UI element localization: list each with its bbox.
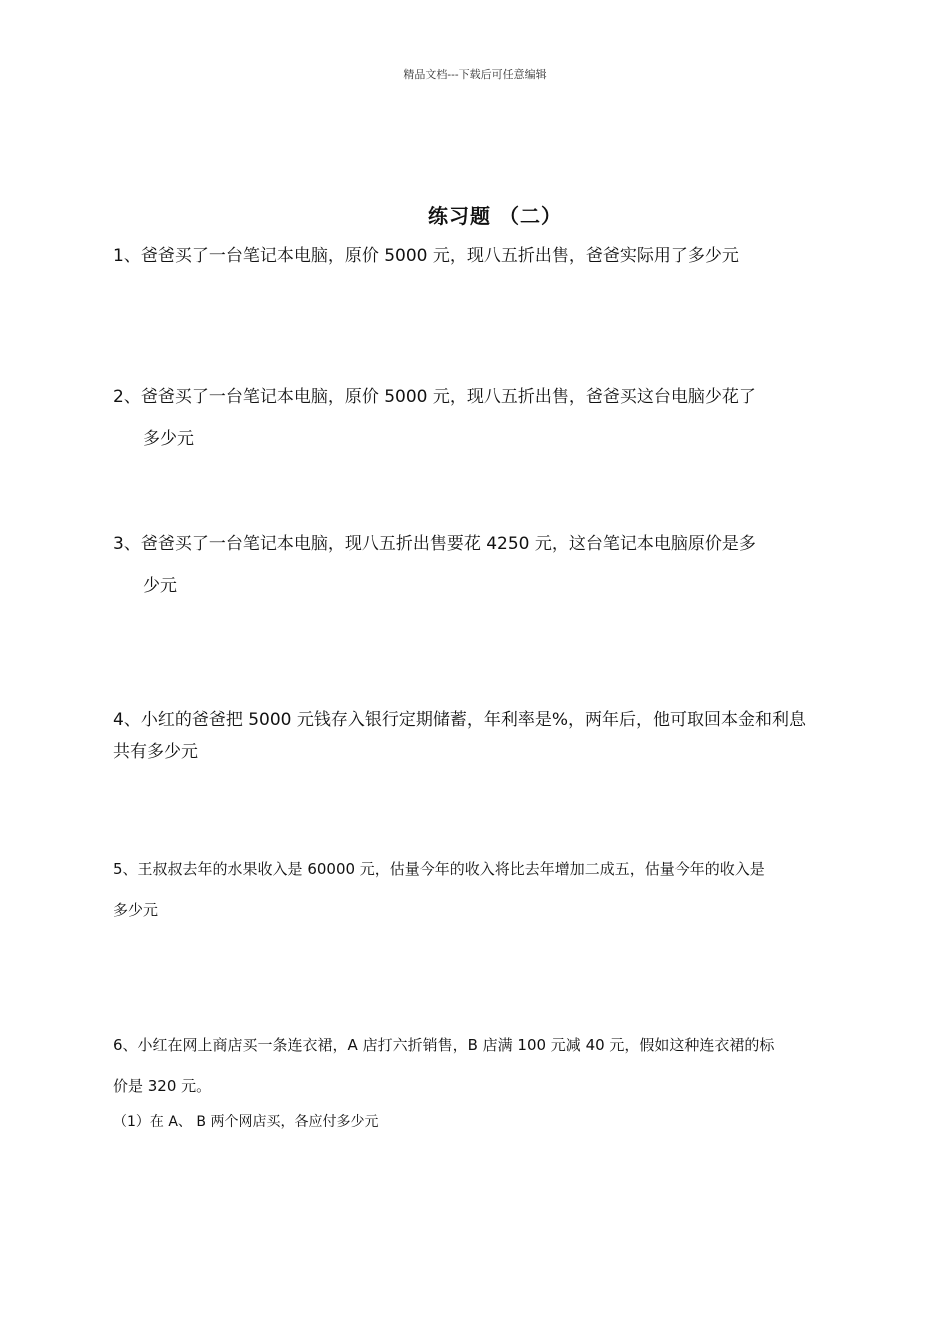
- question-6-line-1: 6、小红在网上商店买一条连衣裙，A 店打六折销售，B 店满 100 元减 40 元，假如这种连衣裙的标: [113, 1036, 775, 1054]
- question-1-line-1: 1、爸爸买了一台笔记本电脑，原价 5000 元，现八五折出售，爸爸实际用了多少元: [113, 246, 739, 266]
- question-4-line-1: 4、小红的爸爸把 5000 元钱存入银行定期储蓄，年利率是%，两年后，他可取回本金和利息: [113, 710, 807, 730]
- question-5-line-1: 5、王叔叔去年的水果收入是 60000 元，估量今年的收入将比去年增加二成五，估量今年的收入是: [113, 860, 765, 878]
- page-header: 精品文档---下载后可任意编辑: [403, 68, 547, 81]
- question-5-line-2: 多少元: [113, 901, 159, 919]
- question-6-subquestion-1: （1）在 A、 B 两个网店买，各应付多少元: [113, 1114, 379, 1130]
- question-3-line-2: 少元: [143, 576, 177, 596]
- question-6-line-2: 价是 320 元。: [113, 1077, 212, 1095]
- page-title: 练习题 （二）: [428, 204, 562, 228]
- question-2-line-2: 多少元: [143, 429, 194, 449]
- question-4-line-2: 共有多少元: [113, 742, 198, 762]
- question-3-line-1: 3、爸爸买了一台笔记本电脑，现八五折出售要花 4250 元，这台笔记本电脑原价是多: [113, 534, 756, 554]
- question-2-line-1: 2、爸爸买了一台笔记本电脑，原价 5000 元，现八五折出售，爸爸买这台电脑少花了: [113, 387, 756, 407]
